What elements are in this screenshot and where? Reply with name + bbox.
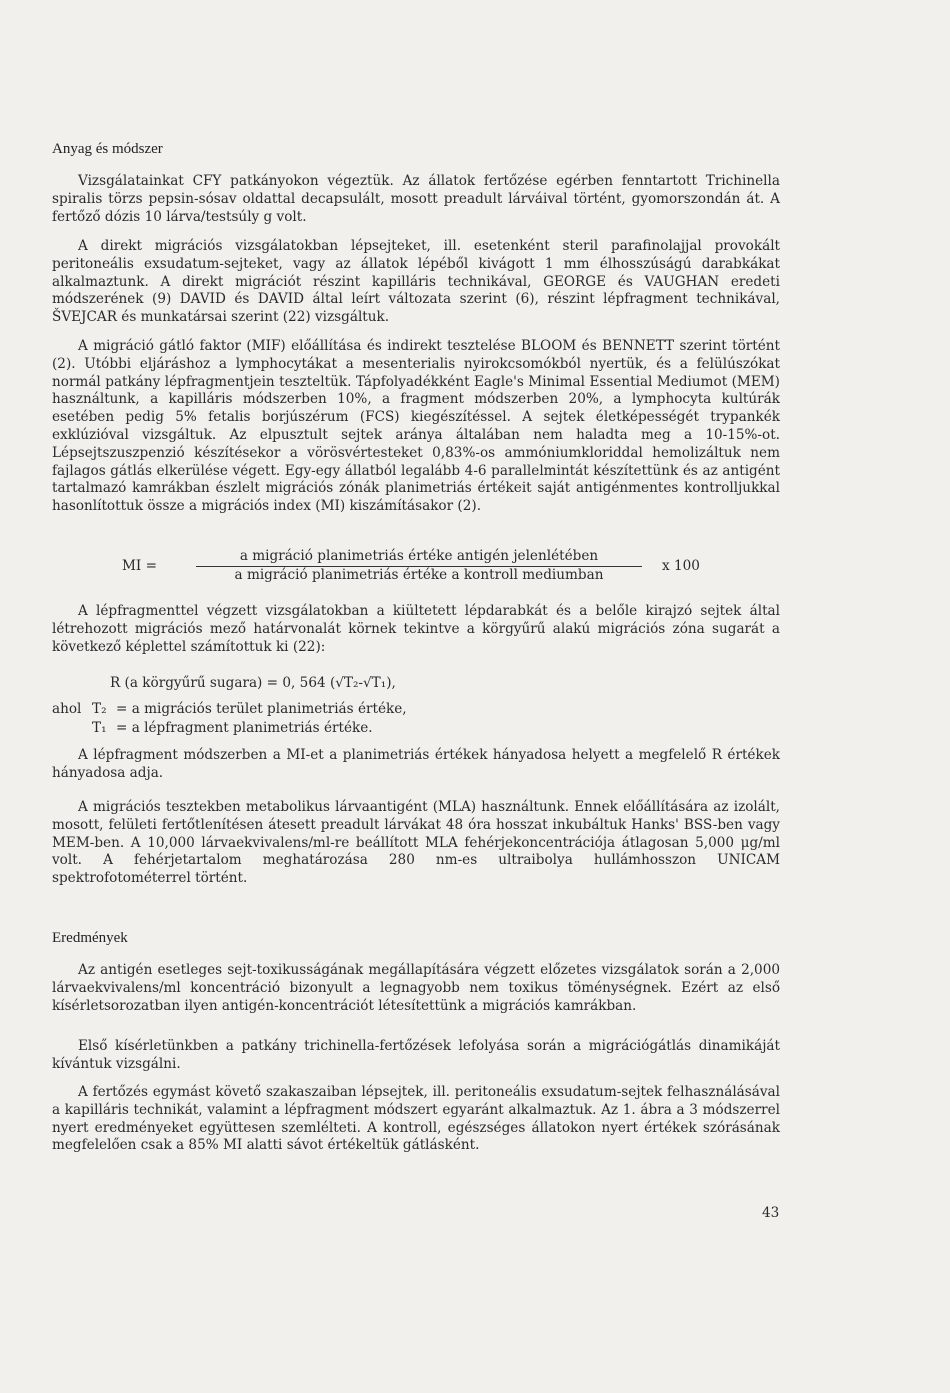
formula-definitions — [52, 700, 552, 738]
formula-label: MI = — [122, 558, 157, 574]
definition-row — [52, 719, 552, 738]
paragraph: Első kísérletünkben a patkány trichinella-fertőzések lefolyása során a migrációgátlás dinamikáját kívántuk vizsgálni. — [52, 1038, 780, 1072]
results-text-3 — [52, 1084, 780, 1155]
definition-lead: ahol — [52, 701, 82, 717]
section-heading-results: Eredmények — [52, 930, 128, 946]
formula-denominator: a migráció planimetriás értéke a kontroll mediumban — [234, 567, 604, 583]
definition-text: = a lépfragment planimetriás értéke. — [116, 720, 373, 736]
formula-numerator: a migráció planimetriás értéke antigén jelenlétében — [196, 548, 642, 567]
results-text-2 — [52, 1038, 780, 1074]
formula-multiplier: x 100 — [662, 558, 700, 574]
formula-fraction — [196, 548, 642, 584]
section-heading-methods: Anyag és módszer — [52, 141, 163, 157]
definition-row — [52, 700, 552, 719]
methods-text-6 — [52, 799, 780, 888]
paragraph: A lépfragmenttel végzett vizsgálatokban a kiültetett lépdarabkát és a belőle kirajzó sejtek által létrehozott migrációs mező határvonalát körnek tekintve a körgyűrű alakú migrációs zóna sugarát a következő képlettel számítottuk ki (22): — [52, 603, 780, 655]
results-text-1 — [52, 962, 780, 1015]
page-number: 43 — [762, 1205, 780, 1221]
methods-text-4 — [52, 603, 780, 656]
formula-migration-index — [122, 548, 722, 588]
formula-radius: R (a körgyűrű sugara) = 0, 564 (√T₂-√T₁), — [110, 675, 396, 691]
definition-text: = a migrációs terület planimetriás értéke, — [116, 701, 407, 717]
methods-text-1 — [52, 173, 780, 226]
paragraph: Vizsgálatainkat CFY patkányokon végeztük. Az állatok fertőzése egérben fenntartott Trichinella spiralis törzs pepsin-sósav oldattal decapsulált, mosott preadult lárváival történt, gyomorszondán át. A fertőző dózis 10 lárva/testsúly g volt. — [52, 173, 780, 225]
methods-text-3 — [52, 338, 780, 516]
paragraph: A direkt migrációs vizsgálatokban lépsejteket, ill. esetenként steril parafinolajjal provokált peritoneális exsudatum-sejteket, vagy az állatok lépéből kivágott 1 mm élhosszúságú darabkákat alkalmaztunk. A direkt migrációt részint kapilláris technikával, GEORGE és VAUGHAN eredeti módszerének (9) DAVID és DAVID által leírt változata szerint (6), részint lépfragment technikával, ŠVEJCAR és munkatársai szerint (22) vizsgáltuk. — [52, 238, 780, 326]
paragraph: A fertőzés egymást követő szakaszaiban lépsejtek, ill. peritoneális exsudatum-sejtek felhasználásával a kapilláris technikát, valamint a lépfragment módszert egyaránt alkalmaztuk. Az 1. ábra a 3 módszerrel nyert eredményeket együttesen szemlélteti. A kontroll, egészséges állatokon nyert értékek szórásának megfelelően csak a 85% MI alatti sávot értékeltük gátlásként. — [52, 1084, 780, 1154]
paragraph: A lépfragment módszerben a MI-et a planimetriás értékek hányadosa helyett a megfelelő R értékek hányadosa adja. — [52, 747, 780, 781]
definition-symbol: T₂ — [92, 701, 107, 717]
methods-text-5 — [52, 747, 780, 783]
definition-symbol: T₁ — [92, 720, 107, 736]
paragraph: A migrációs tesztekben metabolikus lárvaantigént (MLA) használtunk. Ennek előállítására az izolált, mosott, felületi fertőtlenítésen átesett preadult lárvákat 48 óra hosszat inkubáltuk Hanks' BSS-ben vagy MEM-ben. A 10,000 lárvaekvivalens/ml-re beállított MLA fehérjekoncentrációja átlagosan 5,000 μg/ml volt. A fehérjetartalom meghatározása 280 nm-es ultraibolya hullámhosszon UNICAM spektrofotométerrel történt. — [52, 799, 780, 887]
paragraph: Az antigén esetleges sejt-toxikusságának megállapítására végzett előzetes vizsgálatok során a 2,000 lárvaekvivalens/ml koncentráció bizonyult a legnagyobb nem toxikus töménységnek. Ezért az első kísérletsorozatban ilyen antigén-koncentrációt létesítettünk a migrációs kamrákban. — [52, 962, 780, 1014]
methods-text-2 — [52, 238, 780, 327]
paragraph: A migráció gátló faktor (MIF) előállítása és indirekt tesztelése BLOOM és BENNETT szerint történt (2). Utóbbi eljáráshoz a lymphocytákat a mesenterialis nyirokcsomókból nyertük, és a felülúszókat normál patkány lépfragmentjein teszteltük. Tápfolyadékként Eagle's Minimal Essential Mediumot (MEM) használtunk, a kapilláris módszerben 10%, a fragment módszerben 20%, a lymphocyta kultúrák esetében pedig 5% fetalis borjúszérum (FCS) kiegészítéssel. A sejtek életképességét trypankék exklúzióval vizsgáltuk. Az elpusztult sejtek aránya általában nem haladta meg a 10-15%-ot. Lépsejtszuszpenzió készítésekor a vörösvértesteket 0,83%-os ammóniumkloriddal hemolizáltuk nem fajlagos gátlás elkerülése végett. Egy-egy állatból legalább 4-6 parallelmintát készítettünk és az antigént tartalmazó kamrákban észlelt migrációs zónák planimetriás értékeit saját antigénmentes kontrolljukkal hasonlítottuk össze a migrációs index (MI) kiszámításakor (2). — [52, 338, 780, 515]
